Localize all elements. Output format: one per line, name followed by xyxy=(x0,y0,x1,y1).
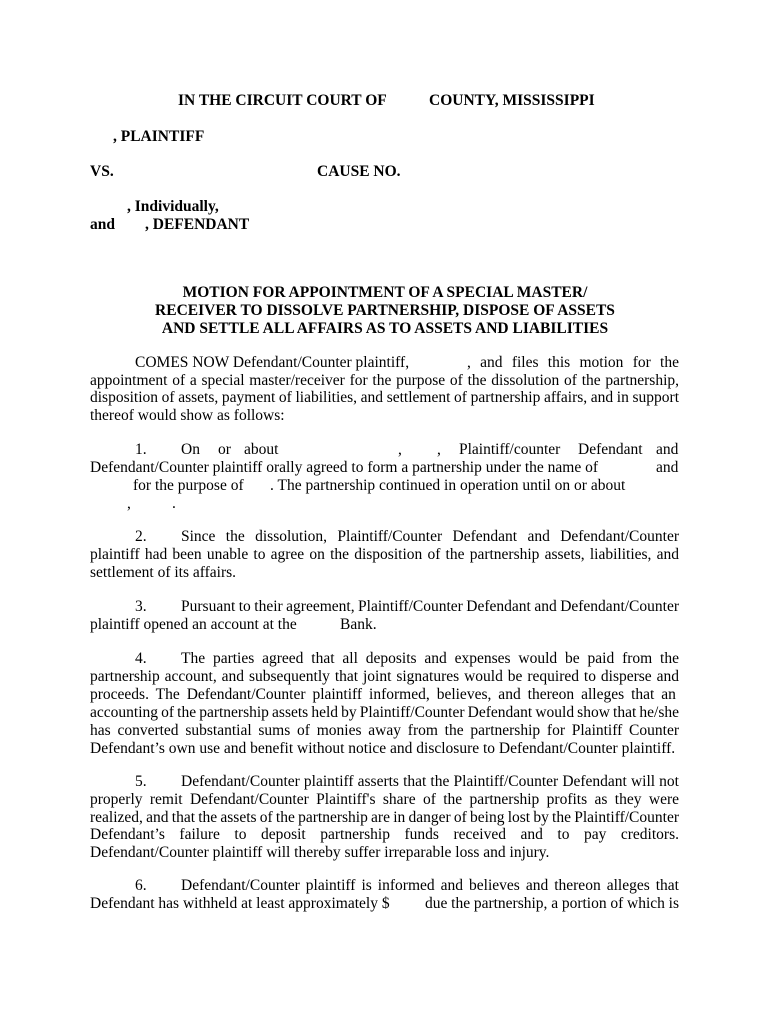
p6-text-span: Defendant/Counter plaintiff is informed and believes and thereon alleges that xyxy=(181,877,679,894)
p6-text xyxy=(425,895,679,912)
p5-text: Defendant/Counter plaintiff will thereby suffer irreparable loss and injury. xyxy=(90,844,550,861)
vs-label: VS. xyxy=(90,163,114,180)
paragraph-number: 3. xyxy=(135,598,147,615)
p4-text-span: accounting of the partnership assets held by Plaintiff/Counter Defendant would show that he/she xyxy=(90,704,679,721)
p2-text: settlement of its affairs. xyxy=(90,564,237,581)
p1-text: On xyxy=(181,441,200,458)
intro-text-span: appointment of a special master/receiver for the purpose of the dissolution of the partnership, xyxy=(90,372,679,389)
p4-text xyxy=(90,686,679,703)
p2-text xyxy=(90,546,679,563)
p1-text: or xyxy=(218,441,231,458)
p3-text-span: Pursuant to their agreement, Plaintiff/Counter Defendant and Defendant/Counter xyxy=(181,598,679,615)
p1-text: Defendant xyxy=(578,441,643,458)
p4-text: Defendant’s own use and benefit without notice and disclosure to Defendant/Counter plaintiff. xyxy=(90,740,676,757)
intro-text-span: , and files this motion for the xyxy=(467,354,679,371)
p5-text xyxy=(181,773,679,790)
p1-text: and xyxy=(656,441,679,458)
intro-text xyxy=(467,354,679,371)
county-heading: COUNTY, MISSISSIPPI xyxy=(429,92,595,109)
intro-text: COMES NOW Defendant/Counter plaintiff, xyxy=(135,354,410,371)
motion-title-line: AND SETTLE ALL AFFAIRS AS TO ASSETS AND LIABILITIES xyxy=(161,320,609,337)
p3-text: Bank. xyxy=(340,616,377,633)
defendant-label: , DEFENDANT xyxy=(145,216,250,233)
paragraph-number: 1. xyxy=(135,441,147,458)
p5-text-span: properly remit Defendant/Counter Plaintiff's share of the partnership profits as they were xyxy=(90,791,679,808)
paragraph-number: 5. xyxy=(135,773,147,790)
and-label: and xyxy=(90,216,115,233)
p6-text xyxy=(181,877,679,894)
p4-text xyxy=(90,722,679,739)
p5-text xyxy=(90,791,679,808)
p5-text-span: Defendant’s failure to deposit partnership funds received and to pay creditors. xyxy=(90,826,679,843)
p1-text: for the purpose of xyxy=(133,477,244,494)
p5-text xyxy=(90,809,679,826)
p1-text: about xyxy=(244,441,279,458)
p4-text-span: The parties agreed that all deposits and expenses would be paid from the xyxy=(181,650,679,667)
paragraph-number: 6. xyxy=(135,877,147,894)
p3-text xyxy=(181,598,679,615)
p3-text: plaintiff opened an account at the xyxy=(90,616,297,633)
p6-text-span: due the partnership, a portion of which is xyxy=(425,895,679,912)
plaintiff-label: , PLAINTIFF xyxy=(113,128,205,145)
cause-number-label: CAUSE NO. xyxy=(317,163,401,180)
p5-text-span: realized, and that the assets of the partnership are in danger of being lost by the Plaintiff/Counter xyxy=(90,809,679,826)
individually-label: , Individually, xyxy=(127,198,219,215)
p1-text: . xyxy=(172,495,176,512)
p4-text-span: proceeds. The Defendant/Counter plaintiff informed, believes, and thereon alleges that an xyxy=(90,686,676,703)
p2-text-span: plaintiff had been unable to agree on the disposition of the partnership assets, liabilities, and xyxy=(90,546,679,563)
p1-text: . The partnership continued in operation until on or about xyxy=(270,477,626,494)
motion-title-line: RECEIVER TO DISSOLVE PARTNERSHIP, DISPOSE OF ASSETS xyxy=(155,302,615,319)
intro-text xyxy=(90,389,679,406)
p1-text: , xyxy=(437,441,441,458)
paragraph-number: 2. xyxy=(135,528,147,545)
intro-text xyxy=(90,372,679,389)
p4-text-span: has converted substantial sums of monies away from the partnership for Plaintiff Counter xyxy=(90,722,679,739)
p2-text xyxy=(181,528,679,545)
p5-text xyxy=(90,826,679,843)
p2-text-span: Since the dissolution, Plaintiff/Counter Defendant and Defendant/Counter xyxy=(181,528,679,545)
p1-text: , xyxy=(398,441,402,458)
court-heading: IN THE CIRCUIT COURT OF xyxy=(178,92,387,109)
intro-text: thereof would show as follows: xyxy=(90,407,285,424)
p1-text: and xyxy=(656,459,679,476)
p4-text xyxy=(181,650,679,667)
p1-text: Defendant/Counter plaintiff orally agreed to form a partnership under the name of xyxy=(90,459,599,476)
paragraph-number: 4. xyxy=(135,650,147,667)
p1-text: , xyxy=(127,495,131,512)
intro-text-span: disposition of assets, payment of liabilities, and settlement of partnership affairs, and in support xyxy=(90,389,679,406)
motion-title-line: MOTION FOR APPOINTMENT OF A SPECIAL MASTER/ xyxy=(182,284,588,301)
p5-text-span: Defendant/Counter plaintiff asserts that the Plaintiff/Counter Defendant will not xyxy=(181,773,679,790)
p4-text xyxy=(90,704,679,721)
p4-text-span: partnership account, and subsequently that joint signatures would be required to disperse and xyxy=(90,668,679,685)
p1-text: Plaintiff/counter xyxy=(459,441,561,458)
p6-text: Defendant has withheld at least approximately $ xyxy=(90,895,390,912)
p4-text xyxy=(90,668,679,685)
